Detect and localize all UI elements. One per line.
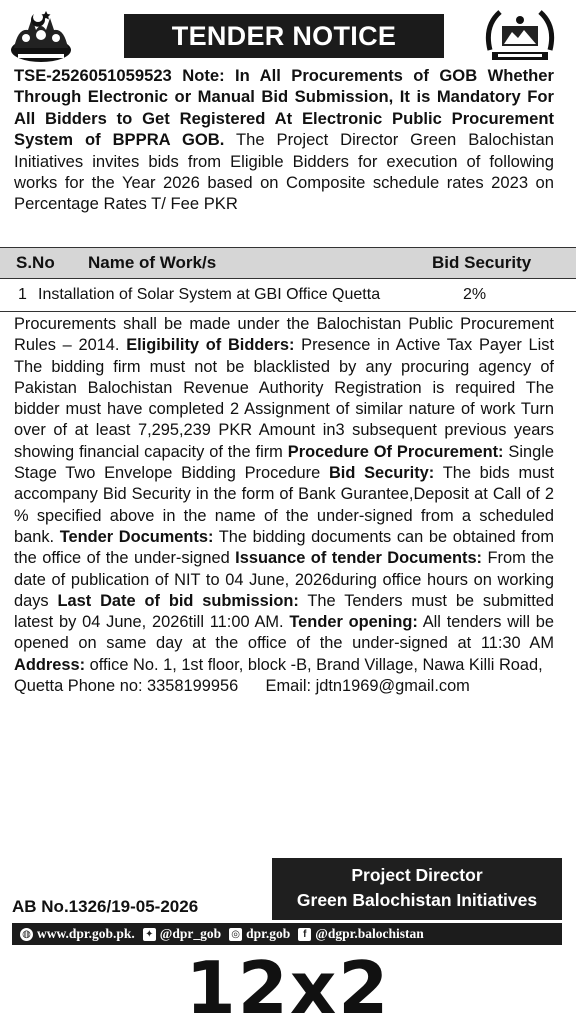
- procedure-text: Single Stage Two Envelope Bidding Procedure: [14, 442, 554, 483]
- last-date-text: The Tenders must be submitted latest by 04 June, 2026till 11:00 AM.: [14, 591, 554, 632]
- procedure-label: Procedure Of Procurement:: [287, 442, 504, 461]
- tender-opening-label: Tender opening:: [289, 613, 418, 632]
- last-date-label: Last Date of bid submission:: [57, 591, 299, 610]
- dpr-emblem-icon: [482, 6, 558, 64]
- instagram-icon: ◎: [229, 928, 242, 941]
- balochistan-emblem-icon: [8, 8, 74, 64]
- ab-number: AB No.1326/19-05-2026: [12, 897, 199, 916]
- tender-documents-text: The bidding documents can be obtained from the office of the under-signed: [14, 527, 554, 568]
- contact-line: Quetta Phone no: 3358199956 Email: jdtn1969@gmail.com: [14, 677, 470, 696]
- eligibility-text: Presence in Active Tax Payer List The bidding firm must not be blacklisted by any procuring agency of Pakistan Balochistan Revenue Authority Registration is required The bidder must have completed 2 Assignment of similar nature of work Turn over of at least 7,295,239 PKR Amount in3 subsequent previous years showing financial capacity of the firm: [14, 336, 554, 461]
- signatory-box: [272, 858, 562, 920]
- twitter-handle[interactable]: @dpr_gob: [159, 926, 222, 941]
- address-label: Address:: [14, 655, 86, 674]
- globe-icon: ◍: [20, 928, 33, 941]
- facebook-handle[interactable]: @dgpr.balochistan: [315, 926, 424, 941]
- facebook-item[interactable]: [298, 926, 423, 942]
- intro-note: TSE-2526051059523 Note: In All Procurements of GOB Whether Through Electronic or Manual Bid Submission, It is Mandatory For All Bidders to Get Registered At Electronic Public Procurement System of BPPRA GOB.: [14, 66, 554, 150]
- twitter-item[interactable]: [143, 926, 221, 942]
- instagram-item[interactable]: [229, 926, 290, 942]
- tender-opening-text: All tenders will be opened on same day at the office of the under-signed at 11:30 AM: [14, 613, 554, 653]
- procurement-rules-text: Procurements shall be made under the Balochistan Public Procurement Rules – 2014.: [14, 315, 554, 355]
- header-security: Bid Security: [432, 253, 532, 272]
- bid-security-label: Bid Security:: [328, 464, 435, 483]
- eligibility-label: Eligibility of Bidders:: [126, 336, 295, 355]
- address-text: office No. 1, 1st floor, block -B, Brand Village, Nawa Killi Road,: [85, 655, 543, 674]
- header-sno: S.No: [16, 253, 55, 272]
- signatory-org: Green Balochistan Initiatives: [296, 890, 538, 910]
- issuance-text: From the date of publication of NIT to 04 June, 2026during office hours on working days: [14, 549, 555, 610]
- cell-security: 2%: [463, 286, 487, 303]
- website-link[interactable]: www.dpr.gob.pk.: [37, 926, 135, 941]
- issuance-label: Issuance of tender Documents:: [235, 549, 483, 568]
- cell-work: Installation of Solar System at GBI Office Quetta: [38, 286, 381, 303]
- website-item[interactable]: [20, 926, 135, 942]
- ad-size-label: 12x2: [185, 946, 391, 1030]
- intro-paragraph: [14, 65, 554, 215]
- header-work: Name of Work/s: [88, 253, 217, 272]
- page-title: TENDER NOTICE: [124, 14, 444, 58]
- intro-text: The Project Director Green Balochistan Initiatives invites bids from Eligible Bidders for execution of following works for the Year 2026 based on Composite schedule rates 2023 on Percentage Rates T/ Fee PKR: [14, 130, 555, 214]
- tender-documents-label: Tender Documents:: [59, 527, 214, 546]
- table-header: [0, 247, 576, 279]
- twitter-icon: ✦: [143, 928, 156, 941]
- social-footer-bar: [12, 923, 562, 945]
- signatory-title: Project Director: [351, 865, 483, 885]
- header: [0, 0, 576, 66]
- facebook-icon: f: [298, 928, 311, 941]
- works-table: [0, 247, 576, 312]
- cell-sno: 1: [18, 286, 27, 303]
- table-row: [0, 279, 576, 312]
- tender-details: [14, 314, 554, 697]
- bid-security-text: The bids must accompany Bid Security in the form of Bank Gurantee,Deposit at Call of 2 % specified above in the name of the under-signed from a scheduled bank.: [14, 464, 555, 546]
- instagram-handle[interactable]: dpr.gob: [246, 926, 291, 941]
